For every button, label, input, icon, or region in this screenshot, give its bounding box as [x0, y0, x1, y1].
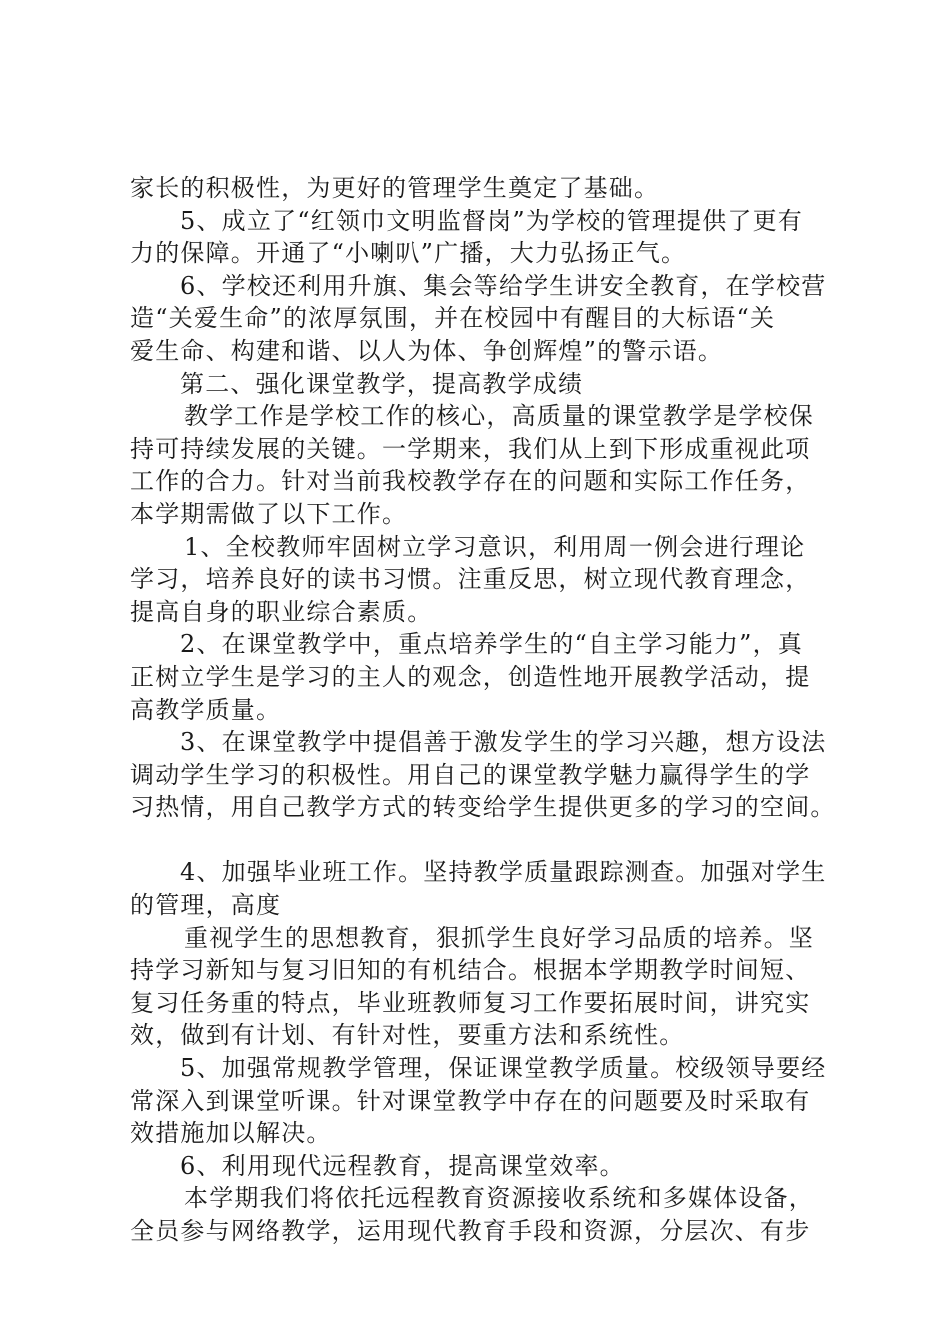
- text-line: 5、加强常规教学管理，保证课堂教学质量。校级领导要经: [180, 1054, 827, 1083]
- text-line: 全员参与网络教学，运用现代教育手段和资源，分层次、有步: [130, 1217, 811, 1245]
- text-line: 调动学生学习的积极性。用自己的课堂教学魅力赢得学生的学: [130, 760, 811, 789]
- text-line: 教学工作是学校工作的核心，高质量的课堂教学是学校保: [184, 402, 814, 431]
- text-line: 持学习新知与复习旧知的有机结合。根据本学期教学时间短、: [130, 956, 811, 985]
- text-line: 5、成立了“红领巾文明监督岗”为学校的管理提供了更有: [180, 206, 804, 235]
- text-line: 1、全校教师牢固树立学习意识，利用周一例会进行理论: [184, 532, 806, 561]
- text-line: 习热情，用自己教学方式的转变给学生提供更多的学习的空间。: [130, 793, 836, 822]
- text-line: 家长的积极性，为更好的管理学生奠定了基础。: [130, 174, 660, 202]
- text-line: 6、利用现代远程教育，提高课堂效率。: [180, 1151, 625, 1180]
- text-line: 力的保障。开通了“小喇叭”广播，大力弘扬正气。: [130, 239, 687, 268]
- text-line: 效措施加以解决。: [130, 1119, 332, 1148]
- section-heading: 第二、强化课堂教学，提高教学成绩: [180, 369, 584, 398]
- text-line: 本学期需做了以下工作。: [130, 499, 408, 528]
- text-line: 4、加强毕业班工作。坚持教学质量跟踪测查。加强对学生: [180, 858, 827, 887]
- text-line: 效，做到有计划、有针对性，要重方法和系统性。: [130, 1021, 685, 1050]
- text-line: 爱生命、构建和谐、以人为体、争创辉煌”的警示语。: [130, 336, 724, 365]
- text-line: 工作的合力。针对当前我校教学存在的问题和实际工作任务，: [130, 467, 811, 496]
- text-line: 3、在课堂教学中提倡善于激发学生的学习兴趣，想方设法: [180, 728, 827, 757]
- text-line: 造“关爱生命”的浓厚氛围，并在校园中有醒目的大标语“关: [130, 304, 776, 333]
- paragraph-gap: [130, 824, 842, 857]
- text-line: 复习任务重的特点，毕业班教师复习工作要拓展时间，讲究实: [130, 988, 811, 1017]
- text-line: 学习，培养良好的读书习惯。注重反思，树立现代教育理念，: [130, 565, 811, 594]
- text-line: 提高自身的职业综合素质。: [130, 597, 433, 626]
- text-line: 持可持续发展的关键。一学期来，我们从上到下形成重视此项: [130, 434, 811, 463]
- text-line: 正树立学生是学习的主人的观念，创造性地开展教学活动，提: [130, 662, 811, 691]
- text-line: 重视学生的思想教育，狠抓学生良好学习品质的培养。坚: [184, 923, 814, 952]
- text-line: 6、学校还利用升旗、集会等给学生讲安全教育，在学校营: [180, 271, 827, 300]
- text-line: 高教学质量。: [130, 695, 282, 724]
- text-line: 2、在课堂教学中，重点培养学生的“自主学习能力”，真: [180, 630, 804, 659]
- text-line: 本学期我们将依托远程教育资源接收系统和多媒体设备，: [184, 1184, 814, 1213]
- text-line: 的管理，高度: [130, 891, 282, 920]
- document-body: [130, 172, 842, 1248]
- text-line: 常深入到课堂听课。针对课堂教学中存在的问题要及时采取有: [130, 1086, 811, 1115]
